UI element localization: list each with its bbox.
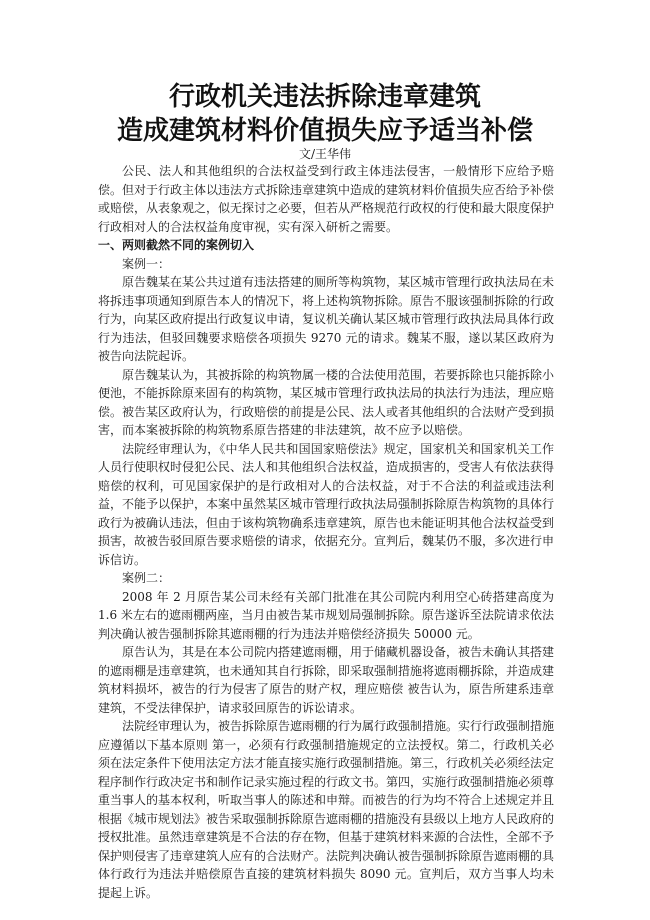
case-label: 案例一： bbox=[122, 256, 171, 271]
article-body bbox=[98, 162, 554, 902]
body-paragraph: 原告魏某认为，其被拆除的构筑物属一楼的合法使用范围，若要拆除也只能拆除小便池，不能拆除原来固有的构筑物，某区城市管理行政执法局的执法行为违法，理应赔偿。被告某区政府认为，行政赔偿的前提是公民、法人或者其他组织的合法财产受到损害，而本案被拆除的构筑物系原告搭建的非法建筑，故不应予以赔偿。 bbox=[98, 367, 555, 437]
body-paragraph: 2008 年 2 月原告某公司未经有关部门批准在其公司院内利用空心砖搭建高度为 1.6 米左右的遮雨棚两座，当月由被告某市规划局强制拆除。原告遂诉至法院请求依法判决确认被告强制拆除其遮雨棚的行为违法并赔偿经济损失 50000 元。 bbox=[98, 589, 554, 641]
section-heading: 一、两则截然不同的案例切入 bbox=[98, 238, 255, 252]
title-line-2: 造成建筑材料价值损失应予适当补偿 bbox=[116, 116, 533, 146]
body-paragraph: 法院经审理认为，被告拆除原告遮雨棚的行为属行政强制措施。实行行政强制措施应遵循以下基本原则 第一，必须有行政强制措施规定的立法授权。第二，行政机关必须在法定条件下使用法定方法才能直接实施行政强制措施。第三，行政机关必须经法定程序制作行政决定书和制作记录实施过程的行政文书。第四，实施行政强制措施必须尊重当事人的基本权利，听取当事人的陈述和申辩。而被告的行为均不符合上述规定并且根据《城市规划法》被告采取强制拆除原告遮雨棚的措施没有县级以上地方人民政府的授权批准。虽然违章建筑是不合法的存在物，但基于建筑材料来源的合法性，全部不予保护则侵害了违章建筑人应有的合法财产。法院判决确认被告强制拆除原告遮雨棚的具体行政行为违法并赔偿原告直接的建筑材料损失 8090 元。宣判后，双方当事人均未提起上诉。 bbox=[98, 719, 555, 900]
body-paragraph: 原告认为，其是在本公司院内搭建遮雨棚，用于储藏机器设备，被告未确认其搭建的遮雨棚是违章建筑，也未通知其自行拆除，即采取强制措施将遮雨棚拆除，并造成建筑材料损坏，被告的行为侵害了原告的财产权，理应赔偿 被告认为，原告所建系违章建筑，不受法律保护，请求驳回原告的诉讼请求。 bbox=[98, 645, 555, 715]
body-paragraph: 原告魏某在某公共过道有违法搭建的厕所等构筑物，某区城市管理行政执法局在未将拆违事项通知到原告本人的情况下，将上述构筑物拆除。原告不服该强制拆除的行政行为，向某区政府提出行政复议申请，复议机关确认某区城市管理行政执法局具体行政行为违法，但驳回魏要求赔偿各项损失 9270 元的请求。魏某不服，遂以某区政府为被告向法院起诉。 bbox=[98, 275, 555, 363]
body-paragraph: 法院经审理认为，《中华人民共和国国家赔偿法》规定，国家机关和国家机关工作人员行使职权时侵犯公民、法人和其他组织合法权益，造成损害的，受害人有依法获得赔偿的权利，可见国家保护的是行政相对人的合法权益，对于不合法的利益或违法利益，不能予以保护，本案中虽然某区城市管理行政执法局强制拆除原告构筑物的具体行政行为被确认违法，但由于该构筑物确系违章建筑，原告也未能证明其他合法权益受到损害，故被告驳回原告要求赔偿的请求，依据充分。宣判后，魏某仍不服，多次进行申诉信访。 bbox=[98, 441, 555, 567]
author-line: 文/王华伟 bbox=[298, 147, 352, 161]
title-line-1: 行政机关违法拆除违章建筑 bbox=[168, 82, 481, 112]
intro-paragraph: 公民、法人和其他组织的合法权益受到行政主体违法侵害，一般情形下应给予赔偿。但对于行政主体以违法方式拆除违章建筑中造成的建筑材料价值损失应否给予补偿或赔偿，从表象观之，似无探讨之必要，但若从严格规范行政权的行使和最大限度保护行政相对人的合法权益角度审视，实有深入研析之需要。 bbox=[98, 164, 555, 234]
case-label: 案例二： bbox=[122, 571, 171, 585]
